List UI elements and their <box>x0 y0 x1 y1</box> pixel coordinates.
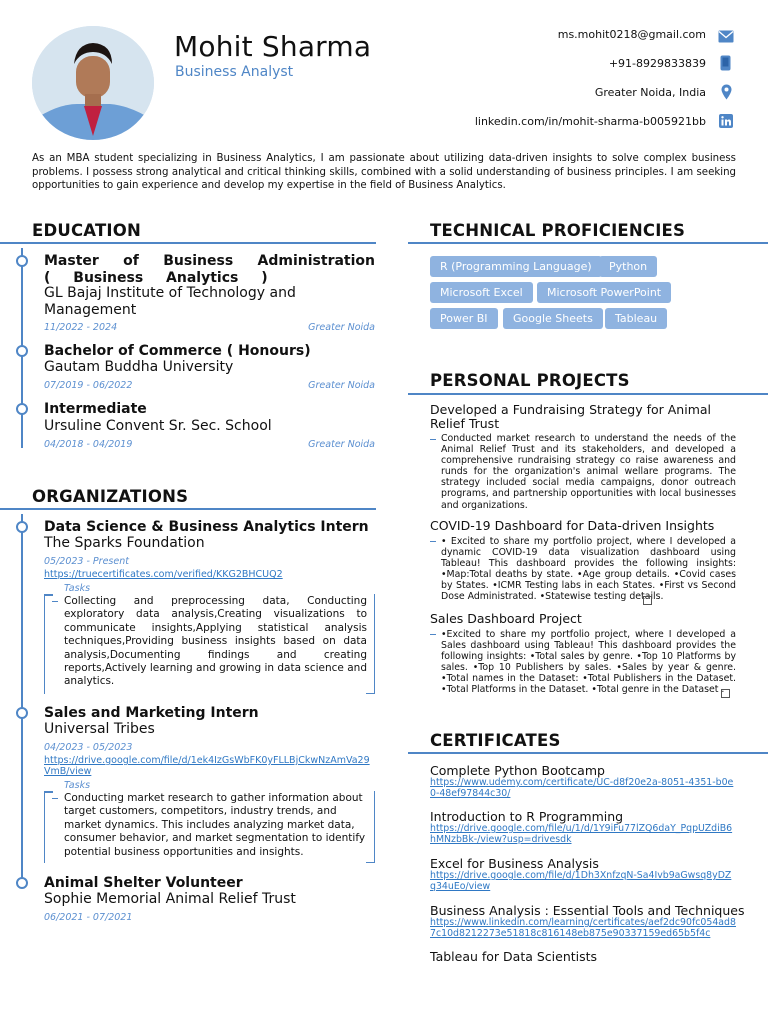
org-certificate-link[interactable]: https://drive.google.com/file/d/1ek4IzGsWbFK0yFLLBjCkwNzAmVa29VmB/view <box>44 755 370 777</box>
candidate-role: Business Analyst <box>175 64 294 80</box>
external-link-icon[interactable] <box>721 689 730 698</box>
education-school: GL Bajaj Institute of Technology and Management <box>44 285 296 318</box>
org-role: Sales and Marketing Intern <box>44 705 259 721</box>
education-rule <box>0 242 376 244</box>
profile-summary: As an MBA student specializing in Business Analytics, I am passionate about utilizing data-driven insights to solve complex business problems. I possess strong analytical and critical thinking skills, combined with a solid understanding of business principles. I am seeking opportunities to gain experience and develop my expertise in the field of Business Analytics. <box>32 153 736 192</box>
org-certificate-link[interactable]: https://truecertificates.com/verified/KKG2BHCUQ2 <box>44 569 283 580</box>
project-title: COVID-19 Dashboard for Data-driven Insights <box>430 518 715 533</box>
certificate-title: Complete Python Bootcamp <box>430 763 605 778</box>
skill-tag: Google Sheets <box>503 308 603 329</box>
tasks-label: Tasks <box>64 780 91 791</box>
task-bullet <box>52 798 58 799</box>
education-degree: Intermediate <box>44 401 147 417</box>
education-location: Greater Noida <box>308 322 375 333</box>
timeline-dot <box>16 877 28 889</box>
project-title: Developed a Fundraising Strategy for Animal Relief Trust <box>430 402 712 431</box>
linkedin-icon <box>719 113 735 127</box>
location-text: Greater Noida, India <box>594 86 706 99</box>
skills-heading: TECHNICAL PROFICIENCIES <box>430 221 686 240</box>
organizations-timeline <box>21 514 23 886</box>
certificates-rule <box>408 752 768 754</box>
projects-rule <box>408 393 768 395</box>
certificate-link[interactable]: https://www.udemy.com/certificate/UC-d8f20e2a-8051-4351-b0e0-48ef97844c30/ <box>430 777 734 799</box>
org-role: Data Science & Business Analytics Intern <box>44 519 369 535</box>
org-dates: 05/2023 - Present <box>44 556 129 567</box>
org-dates: 04/2023 - 05/2023 <box>44 742 133 753</box>
certificate-title: Introduction to R Programming <box>430 809 624 824</box>
task-text: Collecting and preprocessing data, Conducting exploratory data analysis,Creating visualizations to communicate insights,Applying statistical analysis techniques,Providing business insights based on data analysis,Documenting findings and creating reports,Actively learning and growing in data science and analytics. <box>64 595 367 688</box>
education-degree: Master of Business Administration ( Business Analytics ) <box>44 253 375 286</box>
skill-tag: Power BI <box>430 308 498 329</box>
tasks-label: Tasks <box>64 583 91 594</box>
project-title: Sales Dashboard Project <box>430 611 582 626</box>
project-bullet <box>430 634 436 635</box>
skill-tag: Microsoft PowerPoint <box>537 282 671 303</box>
skill-tag: Python <box>599 256 657 277</box>
org-name: The Sparks Foundation <box>44 535 205 551</box>
organizations-rule <box>0 508 376 510</box>
education-school: Gautam Buddha University <box>44 359 234 375</box>
skill-tag: Microsoft Excel <box>430 282 533 303</box>
project-description: Conducted market research to understand the needs of the Animal Relief Trust and its stakeholders, and developed a comprehensive rundraising strategy co raise awareness and runds for the organization's animal wellare programs. The strategy included social media campaigns, donor outreach programs, and partnership opportunities with local businesses and organizations. <box>441 433 736 511</box>
certificate-title: Tableau for Data Scientists <box>430 949 598 964</box>
education-heading: EDUCATION <box>32 221 141 240</box>
phone-icon <box>720 55 736 69</box>
email-icon <box>718 28 734 42</box>
certificate-link[interactable]: https://drive.google.com/file/d/1Dh3XnfzqN-Sa4Ivb9aGwsq8yDZq34uEo/view <box>430 870 732 892</box>
org-name: Sophie Memorial Animal Relief Trust <box>44 891 296 907</box>
org-role: Animal Shelter Volunteer <box>44 875 243 891</box>
timeline-dot <box>16 345 28 357</box>
external-link-icon[interactable] <box>643 596 652 605</box>
task-text: Conducting market research to gather information about target customers, competitors, industry trends, and market dynamics. This includes analyzing market data, consumer behavior, and market segmentation to identify potential business opportunities and insights. <box>64 792 366 858</box>
education-location: Greater Noida <box>308 439 375 450</box>
candidate-name: Mohit Sharma <box>174 30 372 63</box>
project-bullet <box>430 541 436 542</box>
profile-photo <box>32 26 154 140</box>
project-bullet <box>430 439 436 440</box>
org-dates: 06/2021 - 07/2021 <box>44 912 133 923</box>
timeline-dot <box>16 255 28 267</box>
timeline-dot <box>16 403 28 415</box>
education-location: Greater Noida <box>308 380 375 391</box>
skills-rule <box>408 242 768 244</box>
location-pin-icon <box>721 84 737 98</box>
phone-text[interactable]: +91-8929833839 <box>608 57 706 70</box>
education-dates: 07/2019 - 06/2022 <box>44 380 133 391</box>
education-degree: Bachelor of Commerce ( Honours) <box>44 343 311 359</box>
linkedin-text[interactable]: linkedin.com/in/mohit-sharma-b005921bb <box>474 115 706 128</box>
email-text[interactable]: ms.mohit0218@gmail.com <box>557 28 706 41</box>
education-dates: 11/2022 - 2024 <box>44 322 118 333</box>
certificates-heading: CERTIFICATES <box>430 731 561 750</box>
project-description: •Excited to share my portfolio project, where I developed a Sales dashboard using Tableau! This dashboard provides the following insights: •Total sales by genre. •Top 10 Platforms by sales. •Top 10 Publishers by sales. •Sales by year & genre. •Total names in the Dataset: •Total Publishers in the Dataset. •Total Platforms in the Dataset. •Total genre in the Dataset . <box>441 629 736 696</box>
certificate-link[interactable]: https://www.linkedin.com/learning/certificates/aef2dc90fc054ad87c10d8212273e51818c816148eb875e90337159ed65b5f4c <box>430 917 736 939</box>
skill-tag: Tableau <box>605 308 667 329</box>
education-school: Ursuline Convent Sr. Sec. School <box>44 418 272 434</box>
task-bullet <box>52 601 58 602</box>
timeline-dot <box>16 521 28 533</box>
projects-heading: PERSONAL PROJECTS <box>430 371 630 390</box>
organizations-heading: ORGANIZATIONS <box>32 487 189 506</box>
project-description: • Excited to share my portfolio project, where I developed a dynamic COVID-19 data visualization dashboard using Tableau! This dashboard provides the following insights: •Map:Total deaths by state. •Age group details. •Covid cases by States. •ICMR Testing labs in each States. •First vs Second Dose Administrated. •Statewise testing details. <box>441 536 736 603</box>
certificate-link[interactable]: https://drive.google.com/file/u/1/d/1Y9iFu77lZQ6daY_PqpUZdiB6hMNzbBk-/view?usp=drivesdk <box>430 823 733 845</box>
certificate-title: Excel for Business Analysis <box>430 856 599 871</box>
timeline-dot <box>16 707 28 719</box>
certificate-title: Business Analysis : Essential Tools and Techniques <box>430 903 745 918</box>
skill-tag: R (Programming Language) <box>430 256 602 277</box>
education-dates: 04/2018 - 04/2019 <box>44 439 133 450</box>
org-name: Universal Tribes <box>44 721 155 737</box>
